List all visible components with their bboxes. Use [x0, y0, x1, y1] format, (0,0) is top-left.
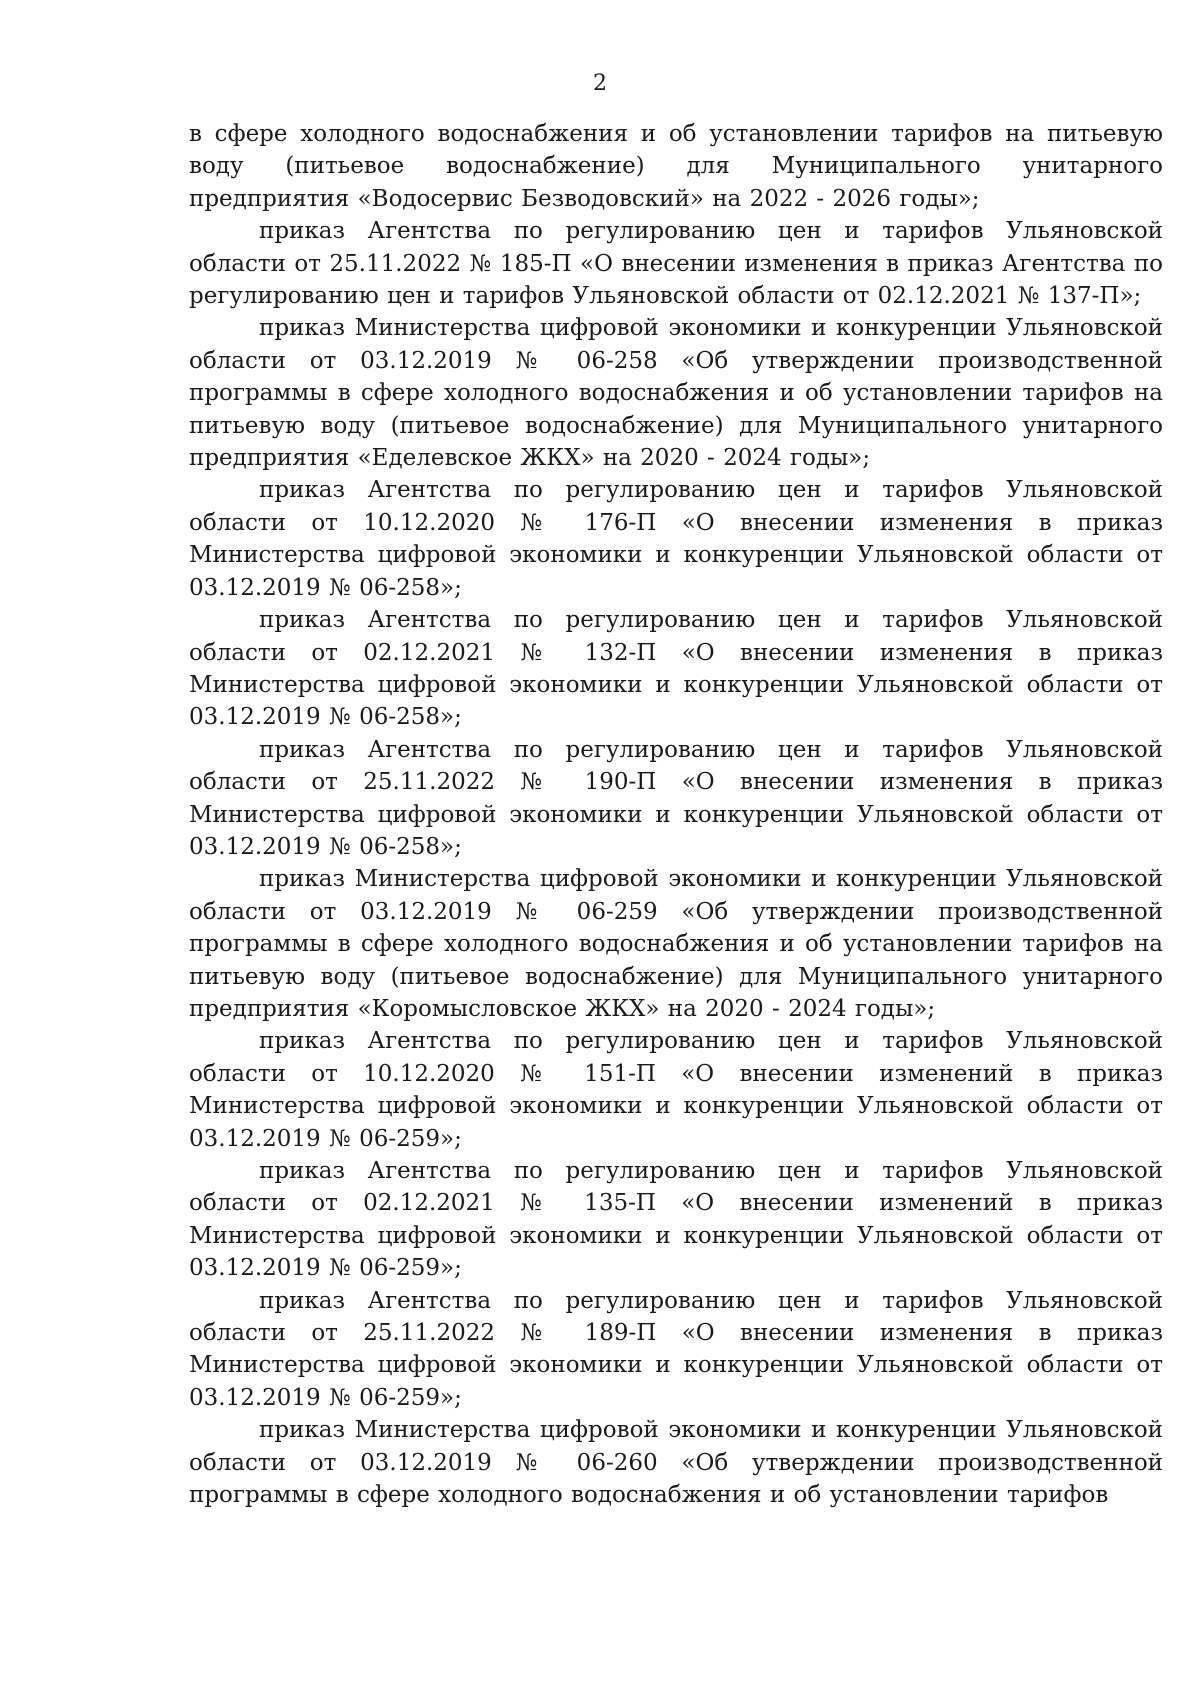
paragraph-order: приказ Агентства по регулированию цен и тарифов Ульяновской области от 25.11.2022 № 190-П «О внесении изменения в приказ Министерства цифровой экономики и конкуренции Ульяновской области от 03.12.2019 № 06-258»;	[189, 736, 1163, 860]
paragraph-order: приказ Министерства цифровой экономики и конкуренции Ульяновской области от 03.12.2019 № 06-260 «Об утверждении производственной программы в сфере холодного водоснабжения и об установлении тарифов	[189, 1417, 1163, 1509]
paragraph-order: приказ Агентства по регулированию цен и тарифов Ульяновской области от 02.12.2021 № 135-П «О внесении изменений в приказ Министерства цифровой экономики и конкуренции Ульяновской области от 03.12.2019 № 06-259»;	[189, 1158, 1163, 1282]
page-number: 2	[593, 71, 607, 96]
paragraph-order: приказ Агентства по регулированию цен и тарифов Ульяновской области от 10.12.2020 № 151-П «О внесении изменений в приказ Министерства цифровой экономики и конкуренции Ульяновской области от 03.12.2019 № 06-259»;	[189, 1028, 1163, 1152]
paragraph-continuation: в сфере холодного водоснабжения и об установлении тарифов на питьевую воду (питьевое водоснабжение) для Муниципального унитарного предприятия «Водосервис Безводовский» на 2022 - 2026 годы»;	[189, 121, 1163, 212]
paragraph-order: приказ Агентства по регулированию цен и тарифов Ульяновской области от 02.12.2021 № 132-П «О внесении изменения в приказ Министерства цифровой экономики и конкуренции Ульяновской области от 03.12.2019 № 06-258»;	[189, 607, 1163, 731]
paragraph-order: приказ Министерства цифровой экономики и конкуренции Ульяновской области от 03.12.2019 № 06-259 «Об утверждении производственной программы в сфере холодного водоснабжения и об установлении тарифов на питьевую воду (питьевое водоснабжение) для Муниципального унитарного предприятия «Коромысловское ЖКХ» на 2020 - 2024 годы»;	[189, 866, 1163, 1022]
paragraph-order: приказ Министерства цифровой экономики и конкуренции Ульяновской области от 03.12.2019 № 06-258 «Об утверждении производственной программы в сфере холодного водоснабжения и об установлении тарифов на питьевую воду (питьевое водоснабжение) для Муниципального унитарного предприятия «Еделевское ЖКХ» на 2020 - 2024 годы»;	[189, 315, 1163, 472]
document-body	[189, 118, 1163, 1511]
paragraph-order: приказ Агентства по регулированию цен и тарифов Ульяновской области от 25.11.2022 № 189-П «О внесении изменения в приказ Министерства цифровой экономики и конкуренции Ульяновской области от 03.12.2019 № 06-259»;	[189, 1287, 1163, 1411]
paragraph-order: приказ Агентства по регулированию цен и тарифов Ульяновской области от 25.11.2022 № 185-П «О внесении изменения в приказ Агентства по регулированию цен и тарифов Ульяновской области от 02.12.2021 № 137-П»;	[189, 218, 1163, 310]
paragraph-order: приказ Агентства по регулированию цен и тарифов Ульяновской области от 10.12.2020 № 176-П «О внесении изменения в приказ Министерства цифровой экономики и конкуренции Ульяновской области от 03.12.2019 № 06-258»;	[189, 477, 1163, 601]
